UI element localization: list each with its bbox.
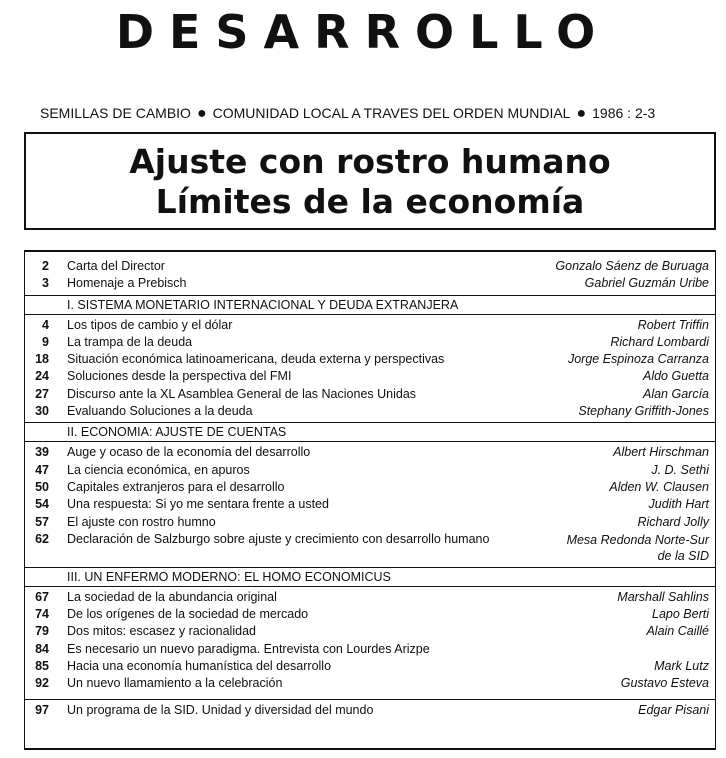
toc-author: Edgar Pisani [638,702,709,717]
toc-entry [25,462,715,479]
masthead-title: DESARROLLO [115,5,611,59]
toc-author: Robert Triffin [637,317,709,332]
toc-entry [25,702,715,719]
toc-page: 47 [35,462,49,477]
toc-author: Richard Lombardi [610,334,709,349]
toc-entry [25,496,715,513]
toc-author: Gustavo Esteva [620,676,709,691]
toc-page: 57 [35,514,49,529]
toc-entry [25,531,715,565]
toc-author: Judith Hart [648,497,709,512]
toc-author: Alain Caillé [646,624,709,639]
toc-author: Alan García [642,386,709,401]
toc-title: La trampa de la deuda [67,334,193,349]
toc-title: Evaluando Soluciones a la deuda [67,404,253,419]
toc-page: 85 [35,659,49,674]
section-heading: II. ECONOMIA: AJUSTE DE CUENTAS [25,422,715,442]
toc-title: Homenaje a Prebisch [67,276,187,291]
toc-entry [25,675,715,692]
toc-author-line-1: Mesa Redonda Norte-Sur [566,532,709,547]
toc-page: 27 [35,386,49,401]
toc-title: Dos mitos: escasez y racionalidad [67,624,256,639]
toc-author [567,532,709,564]
issue-title-line-1: Ajuste con rostro humano [129,142,611,181]
toc-entry [25,275,715,292]
toc-author: Aldo Guetta [642,369,709,384]
toc-entry [25,334,715,351]
toc-title: Declaración de Salzburgo sobre ajuste y crecimiento con desarrollo humano [67,531,490,546]
toc-author: Jorge Espinoza Carranza [567,352,709,367]
toc-title: Un nuevo llamamiento a la celebración [67,676,283,691]
toc-title: La ciencia económica, en apuros [67,462,250,477]
toc-page: 92 [35,676,49,691]
toc-title: Hacia una economía humanística del desarrollo [67,659,332,674]
toc-entry [25,258,715,275]
toc-author: Alden W. Clausen [609,479,709,494]
toc-entry [25,641,715,658]
toc-entry [25,368,715,385]
issue-title-box [24,132,716,230]
toc-page: 50 [35,479,49,494]
subheader-series: SEMILLAS DE CAMBIO [40,105,191,121]
toc-author: Gabriel Guzmán Uribe [584,276,709,291]
toc-page: 18 [35,352,49,367]
toc-title: Los tipos de cambio y el dólar [67,317,233,332]
toc-entry [25,623,715,640]
toc-entry [25,444,715,461]
toc-title: Una respuesta: Si yo me sentara frente a usted [67,497,329,512]
toc-author: Marshall Sahlins [617,589,709,604]
toc-page: 74 [35,607,49,622]
toc-entry [25,479,715,496]
toc-entry [25,386,715,403]
toc-page: 4 [42,317,49,332]
issue-title-line-2: Límites de la economía [155,182,585,221]
toc-author-line-2: de la SID [657,548,709,563]
toc-author: J. D. Sethi [651,462,709,477]
toc-author: Albert Hirschman [613,445,709,460]
toc-page: 54 [35,497,49,512]
subheader-issue: 1986 : 2-3 [592,105,656,121]
toc-entry [25,317,715,334]
toc-title: Soluciones desde la perspectiva del FMI [67,369,292,384]
toc-title: La sociedad de la abundancia original [67,589,277,604]
toc-entry [25,589,715,606]
section-heading: III. UN ENFERMO MODERNO: EL HOMO ECONOMICUS [25,567,715,587]
toc-page: 9 [42,334,49,349]
toc-title: Auge y ocaso de la economía del desarrollo [67,445,311,460]
toc-page: 24 [35,369,49,384]
toc-title: Un programa de la SID. Unidad y diversidad del mundo [67,702,374,717]
toc-page: 30 [35,404,49,419]
toc-author: Mark Lutz [654,659,709,674]
toc-author: Gonzalo Sáenz de Buruaga [555,259,709,273]
toc-page: 79 [35,624,49,639]
toc-title: Situación económica latinoamericana, deuda externa y perspectivas [67,352,445,367]
toc-entry [25,658,715,675]
toc-page: 3 [42,276,49,291]
section-heading: I. SISTEMA MONETARIO INTERNACIONAL Y DEUDA EXTRANJERA [25,295,715,315]
closing-entry-separator [25,699,715,719]
subheader-theme: COMUNIDAD LOCAL A TRAVES DEL ORDEN MUNDIAL [212,105,571,121]
toc-title: Discurso ante la XL Asamblea General de las Naciones Unidas [67,386,417,401]
toc-page: 2 [42,259,49,273]
toc-author: Lapo Berti [652,607,709,622]
subheader [40,104,712,123]
bullet-icon: ● [576,105,587,122]
bullet-icon: ● [196,105,207,122]
toc-entry [25,403,715,420]
toc-title: Capitales extranjeros para el desarrollo [67,479,285,494]
toc-author: Stephany Griffith-Jones [578,404,709,419]
toc-entry [25,351,715,368]
toc-entry [25,606,715,623]
toc-page: 84 [35,641,49,656]
toc-page: 67 [35,589,49,604]
toc-title: De los orígenes de la sociedad de mercado [67,607,309,622]
toc-entry [25,514,715,531]
toc-page: 97 [35,702,49,717]
toc-title: Es necesario un nuevo paradigma. Entrevista con Lourdes Arizpe [67,641,430,656]
toc-title: El ajuste con rostro humno [67,514,216,529]
toc-page: 62 [35,531,49,546]
table-of-contents [24,250,716,750]
toc-page: 39 [35,445,49,460]
toc-author: Richard Jolly [637,514,709,529]
toc-title: Carta del Director [67,259,165,273]
